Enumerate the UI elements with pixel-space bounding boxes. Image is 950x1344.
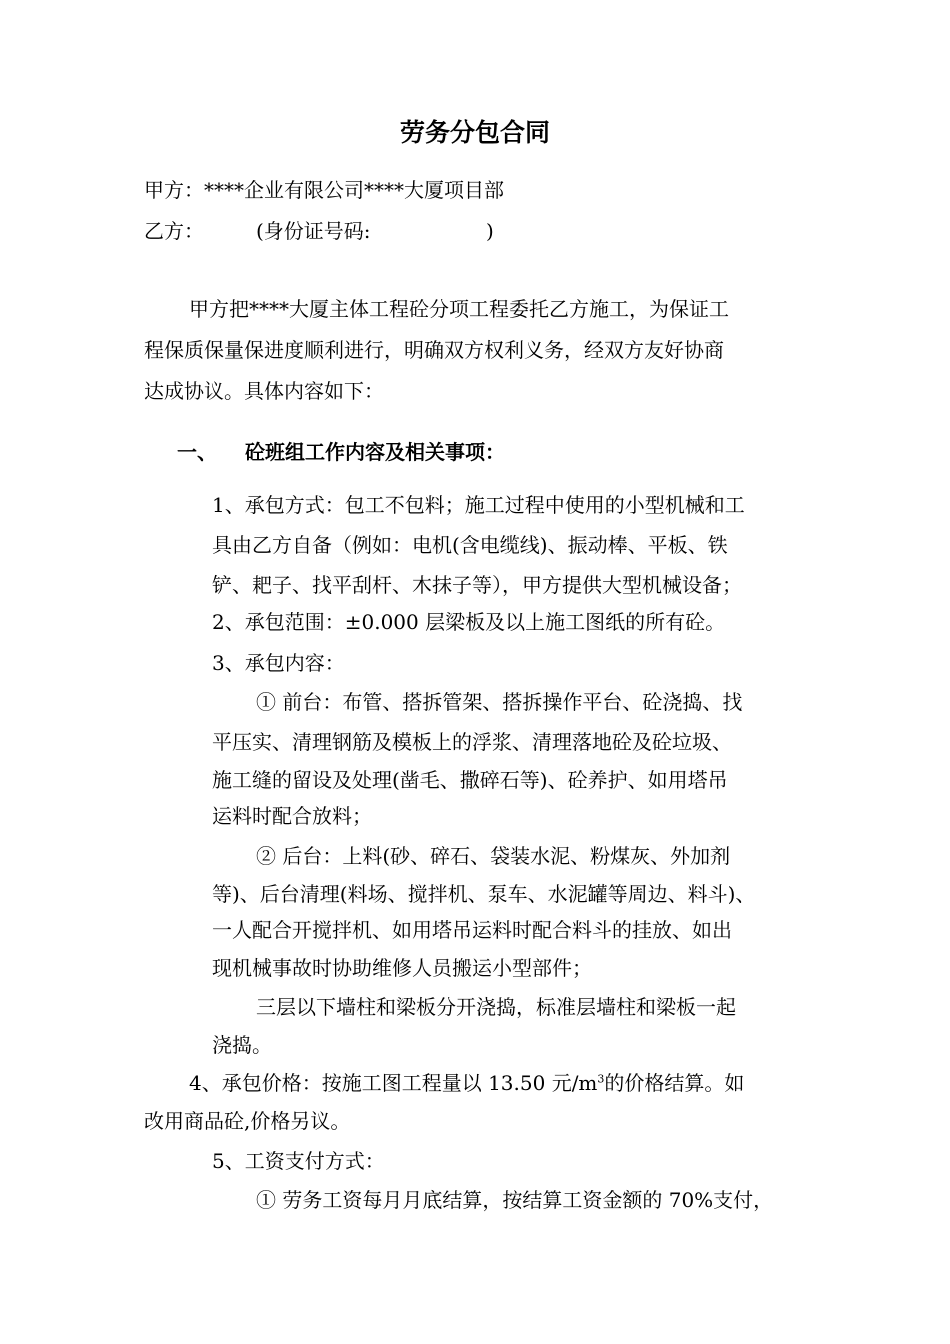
item-4-price-text-end: 的价格结算。如 <box>604 1071 745 1095</box>
party-a-line: 甲方：****企业有限公司****大厦项目部 <box>144 178 504 202</box>
item-3-1-line: ① 前台：布管、搭拆管架、搭拆操作平台、砼浇捣、找 <box>256 690 743 714</box>
item-5-1-line: ① 劳务工资每月月底结算，按结算工资金额的 70%支付， <box>256 1188 774 1212</box>
intro-line: 达成协议。具体内容如下： <box>144 379 384 403</box>
party-b-id-label: (身份证号码: <box>256 219 371 243</box>
party-b-id-close: ) <box>486 219 494 243</box>
intro-line: 程保质保量保进度顺利进行，明确双方权利义务，经双方友好协商 <box>144 338 724 362</box>
item-3-2-line: ② 后台：上料(砂、碎石、袋装水泥、粉煤灰、外加剂 <box>256 844 731 868</box>
item-3-note-line: 三层以下墙柱和梁板分开浇捣，标准层墙柱和梁板一起 <box>256 995 736 1019</box>
intro-line: 甲方把****大厦主体工程砼分项工程委托乙方施工，为保证工 <box>189 297 729 321</box>
cubic-superscript: 3 <box>597 1072 605 1086</box>
item-1-line: 具由乙方自备（例如：电机(含电缆线)、振动棒、平板、铁 <box>212 533 728 557</box>
item-3: 3、承包内容： <box>212 651 345 675</box>
item-3-2-line: 现机械事故时协助维修人员搬运小型部件； <box>212 956 592 980</box>
section-number: 一、 <box>177 440 217 464</box>
item-5: 5、工资支付方式： <box>212 1149 385 1173</box>
item-1-line: 铲、耙子、找平刮杆、木抹子等），甲方提供大型机械设备； <box>212 573 742 597</box>
page-title: 劳务分包合同 <box>399 118 550 147</box>
item-4-line <box>189 1070 744 1096</box>
item-2: 2、承包范围：±0.000 层梁板及以上施工图纸的所有砼。 <box>212 610 726 634</box>
item-3-1-line: 施工缝的留设及处理(凿毛、撒碎石等)、砼养护、如用塔吊 <box>212 768 728 792</box>
section-heading: 砼班组工作内容及相关事项： <box>245 440 505 464</box>
item-3-2-line: 一人配合开搅拌机、如用塔吊运料时配合料斗的挂放、如出 <box>212 918 732 942</box>
item-3-2-line: 等)、后台清理(料场、搅拌机、泵车、水泥罐等周边、料斗)、 <box>212 882 756 906</box>
party-b-label: 乙方： <box>144 219 204 243</box>
item-4-line: 改用商品砼,价格另议。 <box>144 1109 351 1133</box>
item-1-line: 1、承包方式：包工不包料；施工过程中使用的小型机械和工 <box>212 493 745 517</box>
item-3-1-line: 平压实、清理钢筋及模板上的浮浆、清理落地砼及砼垃圾、 <box>212 730 732 754</box>
item-3-1-line: 运料时配合放料； <box>212 804 372 828</box>
item-3-note-line: 浇捣。 <box>212 1033 272 1057</box>
item-4-price-text: 4、承包价格：按施工图工程量以 13.50 元/m <box>189 1071 598 1095</box>
